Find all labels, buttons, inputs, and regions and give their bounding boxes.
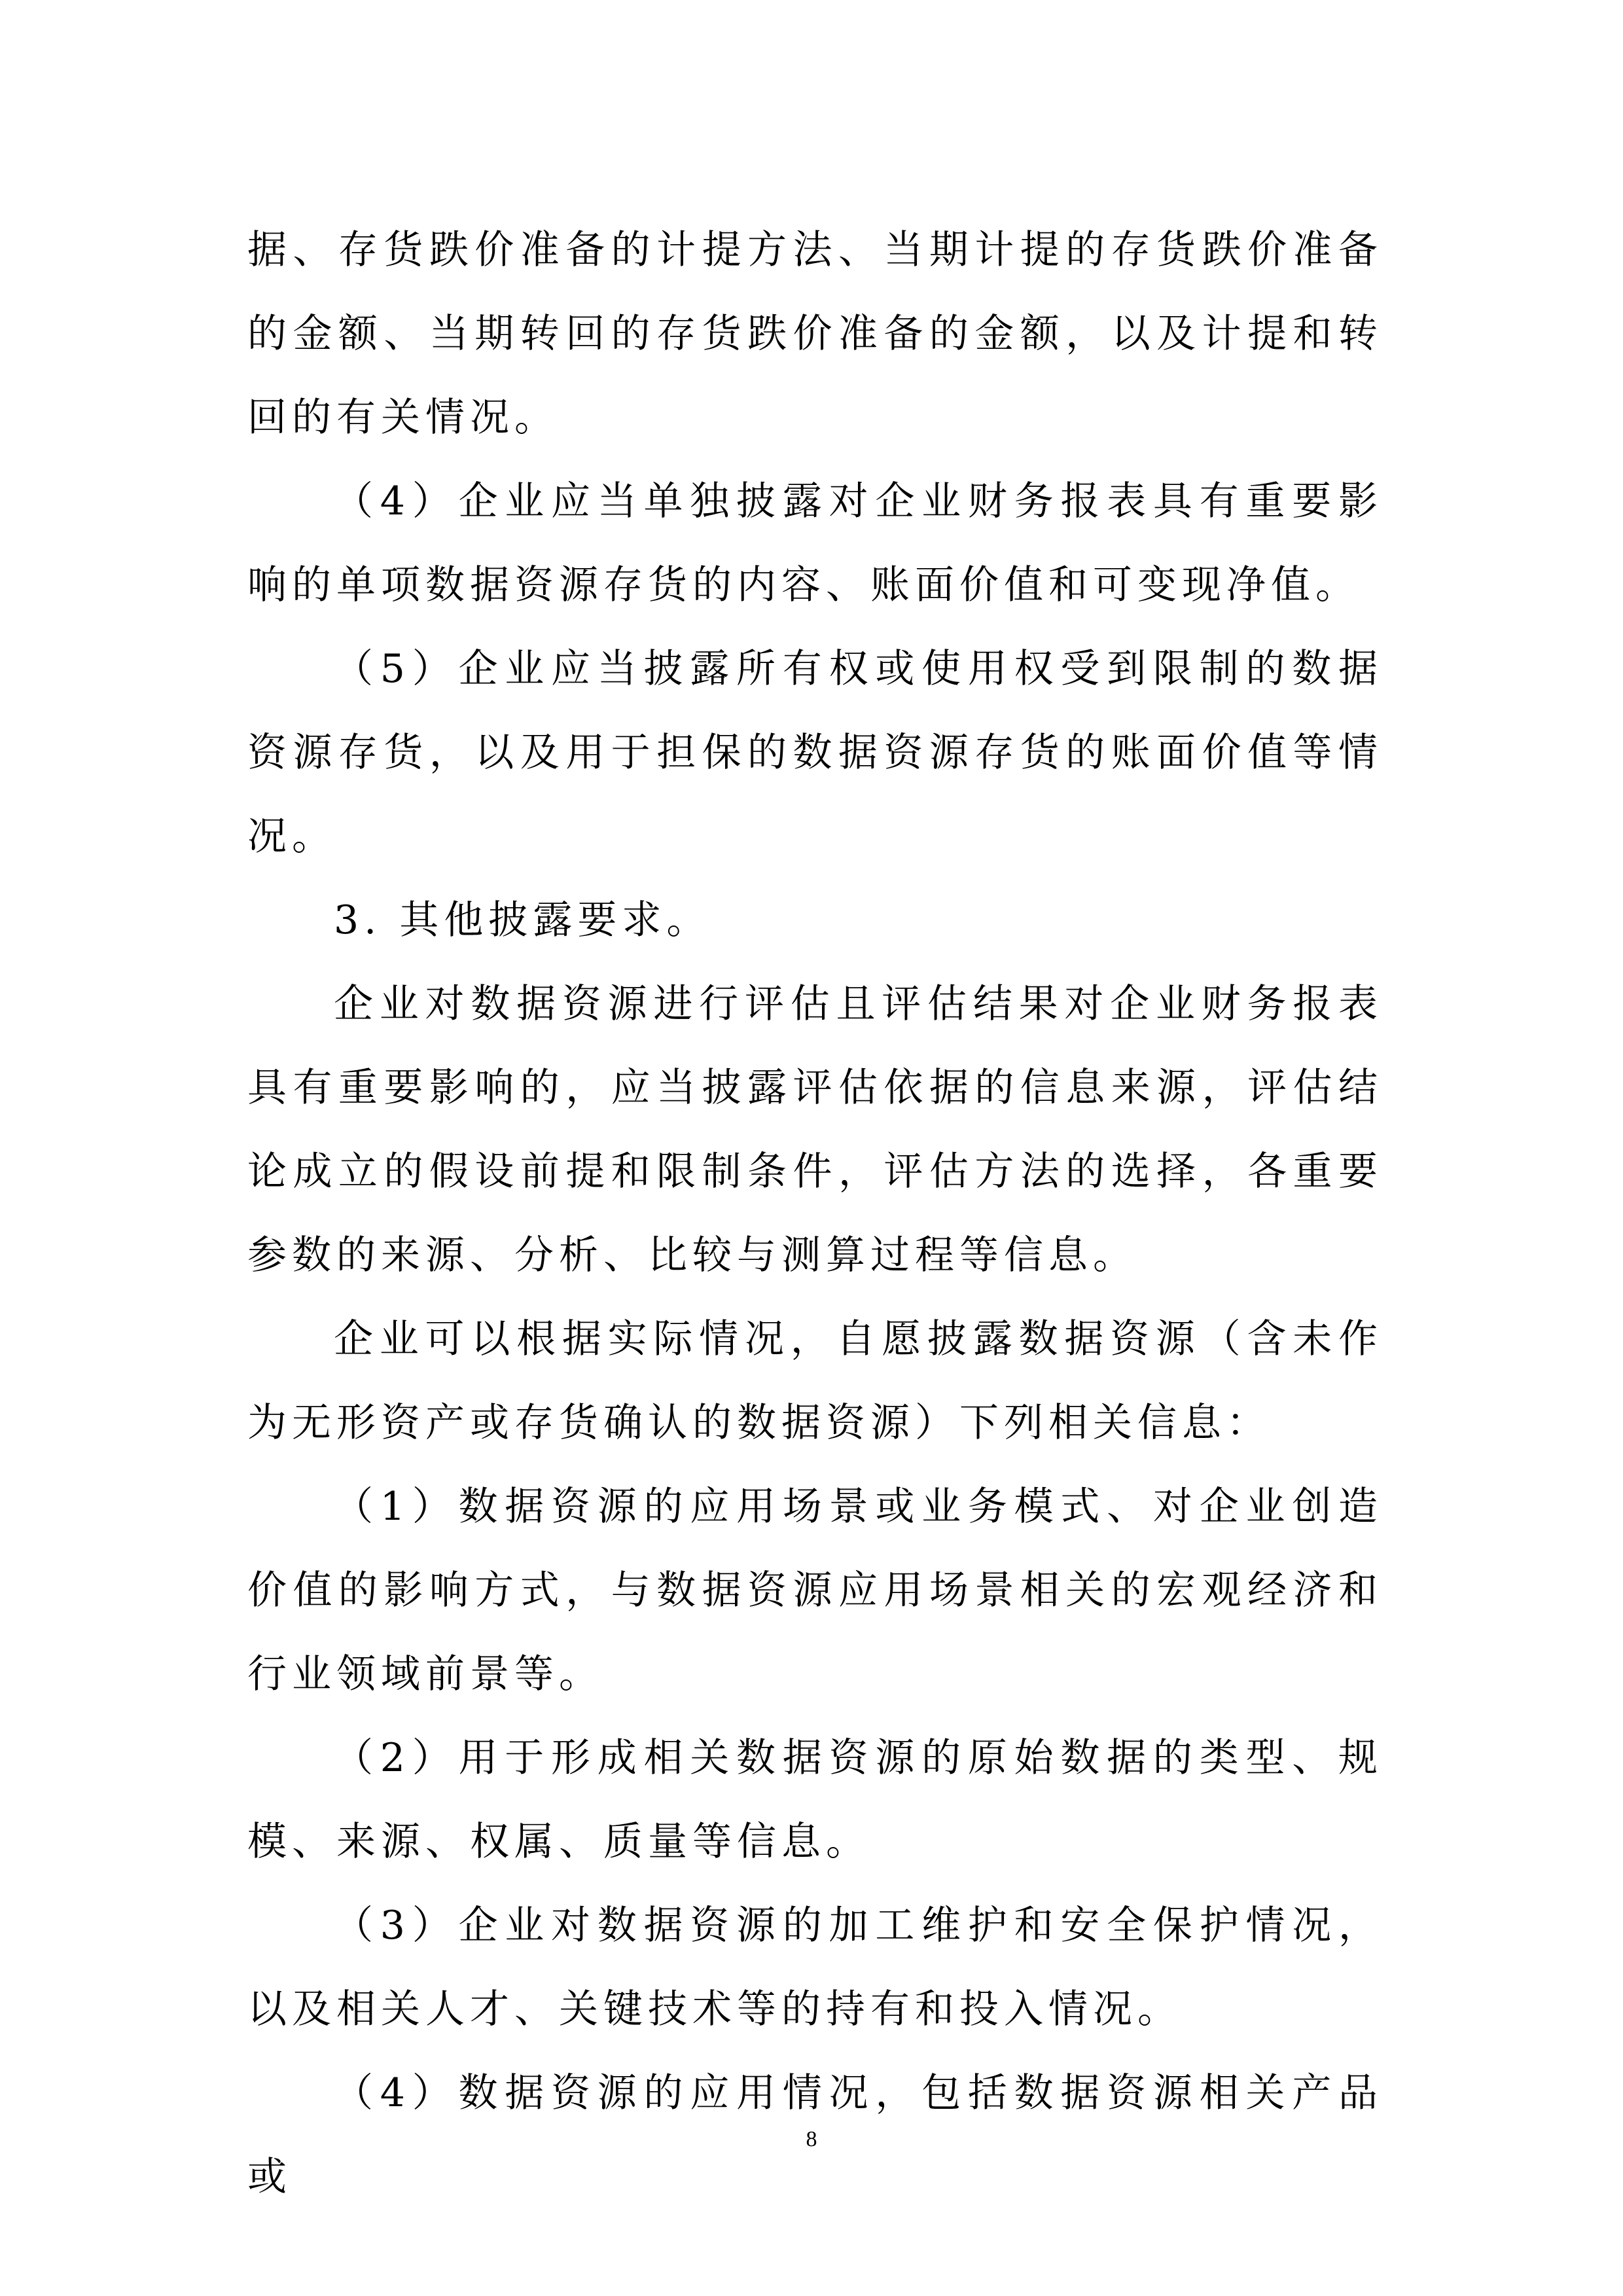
- paragraph-voluntary-item-1: （1）数据资源的应用场景或业务模式、对企业创造价值的影响方式，与数据资源应用场景相关的宏观经济和行业领域前景等。: [247, 1484, 1383, 1697]
- paragraph-inventory-impairment-continued: 据、存货跌价准备的计提方法、当期计提的存货跌价准备的金额、当期转回的存货跌价准备的金额，以及计提和转回的有关情况。: [247, 227, 1383, 440]
- paragraph-voluntary-item-4: （4）数据资源的应用情况，包括数据资源相关产品或: [247, 2070, 1383, 2200]
- paragraph-item-4-single-inventory: （4）企业应当单独披露对企业财务报表具有重要影响的单项数据资源存货的内容、账面价值和可变现净值。: [247, 478, 1383, 608]
- paragraph-item-5-restricted-inventory: （5）企业应当披露所有权或使用权受到限制的数据资源存货，以及用于担保的数据资源存货的账面价值等情况。: [247, 646, 1383, 859]
- document-body: [247, 208, 1383, 2219]
- paragraph-evaluation-disclosure: 企业对数据资源进行评估且评估结果对企业财务报表具有重要影响的，应当披露评估依据的信息来源，评估结论成立的假设前提和限制条件，评估方法的选择，各重要参数的来源、分析、比较与测算过程等信息。: [247, 981, 1383, 1278]
- paragraph-voluntary-disclosure-intro: 企业可以根据实际情况，自愿披露数据资源（含未作为无形资产或存货确认的数据资源）下列相关信息：: [247, 1316, 1383, 1446]
- section-heading-other-disclosures: 3. 其他披露要求。: [334, 897, 711, 943]
- page-number: 8: [806, 2127, 817, 2151]
- paragraph-voluntary-item-2: （2）用于形成相关数据资源的原始数据的类型、规模、来源、权属、质量等信息。: [247, 1735, 1383, 1865]
- paragraph-voluntary-item-3: （3）企业对数据资源的加工维护和安全保护情况，以及相关人才、关键技术等的持有和投入情况。: [247, 1903, 1383, 2032]
